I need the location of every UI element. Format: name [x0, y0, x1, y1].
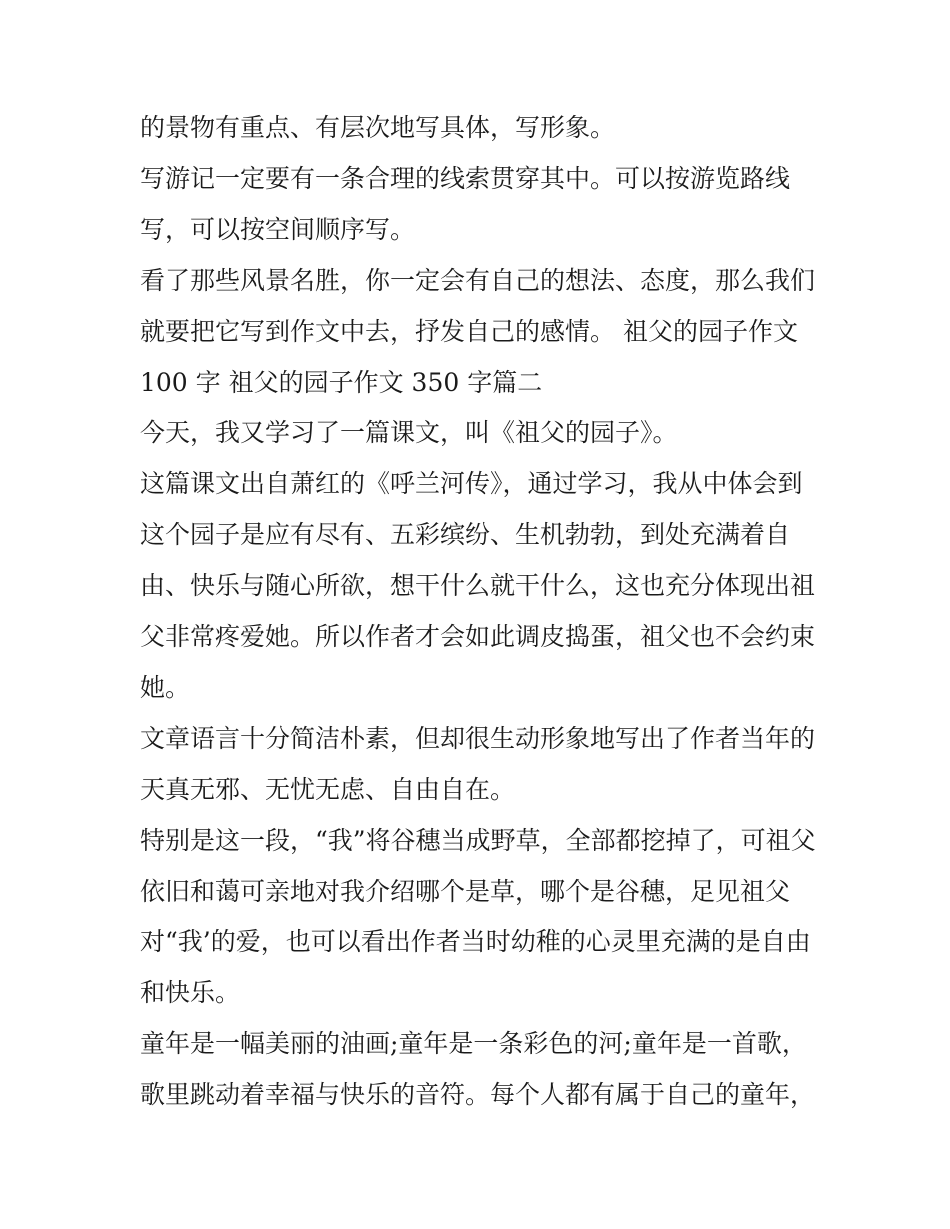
text-line: 的景物有重点、有层次地写具体，写形象。	[140, 113, 616, 142]
text-line: 和快乐。	[140, 978, 241, 1008]
text-line: 童年是一幅美丽的油画;童年是一条彩色的河;童年是一首歌，	[140, 1029, 807, 1059]
text-line: 父非常疼爱她。所以作者才会如此调皮捣蛋，祖父也不会约束	[140, 622, 816, 651]
text-line: 由、快乐与随心所欲，想干什么就干什么，这也充分体现出祖	[140, 571, 816, 601]
text-line: 天真无邪、无忧无虑、自由自在。	[140, 774, 516, 804]
text-line: 依旧和蔼可亲地对我介绍哪个是草，哪个是谷穗，足见祖父	[140, 876, 791, 906]
text-line: 这篇课文出自萧红的《呼兰河传》，通过学习，我从中体会到	[140, 469, 803, 499]
text-line: 她。	[140, 672, 191, 702]
text-line: 歌里跳动着幸福与快乐的音符。每个人都有属于自己的童年，	[140, 1080, 816, 1110]
text-line: 看了那些风景名胜，你一定会有自己的想法、态度，那么我们	[140, 265, 816, 295]
text-line: 对“我’的爱，也可以看出作者当时幼稚的心灵里充满的是自由	[140, 927, 811, 957]
text-line: 写游记一定要有一条合理的线索贯穿其中。可以按游览路线	[140, 163, 791, 193]
text-line: 文章语言十分简洁朴素，但却很生动形象地写出了作者当年的	[140, 723, 816, 753]
text-line: 就要把它写到作文中去，抒发自己的感情。 祖父的园子作文	[140, 316, 798, 346]
text-line: 今天，我又学习了一篇课文，叫《祖父的园子》。	[140, 418, 678, 448]
text-line: 100 字 祖父的园子作文 350 字篇二	[140, 367, 543, 397]
text-line: 这个园子是应有尽有、五彩缤纷、生机勃勃，到处充满着自	[140, 520, 791, 550]
text-line: 写，可以按空间顺序写。	[140, 214, 416, 244]
text-line: 特别是这一段，“我”将谷穗当成野草，全部都挖掉了，可祖父	[140, 825, 816, 855]
